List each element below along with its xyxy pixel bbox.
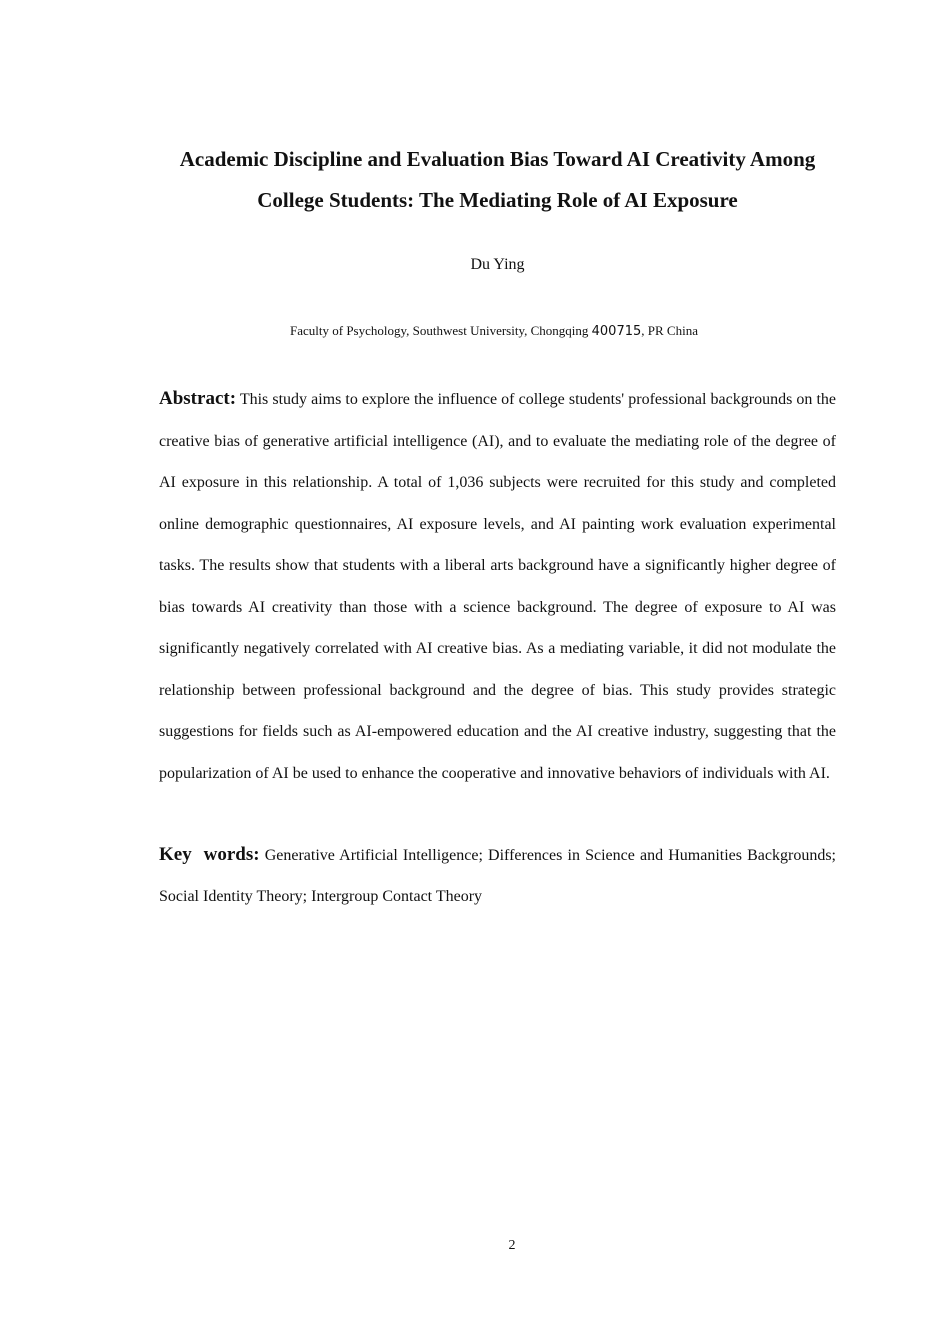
abstract-label: Abstract: <box>159 388 237 409</box>
page-number: 2 <box>508 1238 516 1253</box>
author-affiliation <box>290 321 770 342</box>
author-name: Du Ying <box>470 256 525 273</box>
abstract <box>159 378 836 794</box>
affiliation-text: Faculty of Psychology, Southwest University, Chongqing <box>290 323 592 338</box>
paper-title: Academic Discipline and Evaluation Bias Toward AI Creativity Among College Students: The Mediating Role of AI Exposure <box>179 147 816 212</box>
affiliation-country: , PR China <box>641 323 698 338</box>
keywords-text: Generative Artificial Intelligence; Differences in Science and Humanities Backgrounds; Social Identity Theory; Intergroup Contact Theory <box>159 847 837 905</box>
abstract-text: This study aims to explore the influence of college students' professional backgrounds on the creative bias of generative artificial intelligence (AI), and to evaluate the mediating role of the degree of AI exposure in this relationship. A total of 1,036 subjects were recruited for this study and completed online demographic questionnaires, AI exposure levels, and AI painting work evaluation experimental tasks. The results show that students with a liberal arts background have a significantly higher degree of bias towards AI creativity than those with a science background. The degree of exposure to AI was significantly negatively correlated with AI creative bias. As a mediating variable, it did not modulate the relationship between professional background and the degree of bias. This study provides strategic suggestions for fields such as AI-empowered education and the AI creative industry, suggesting that the popularization of AI be used to enhance the cooperative and innovative behaviors of individuals with AI. <box>159 391 837 782</box>
affiliation-postal-code: 400715 <box>591 324 642 339</box>
keywords-label: Key words: <box>159 844 260 865</box>
keywords <box>159 834 836 917</box>
